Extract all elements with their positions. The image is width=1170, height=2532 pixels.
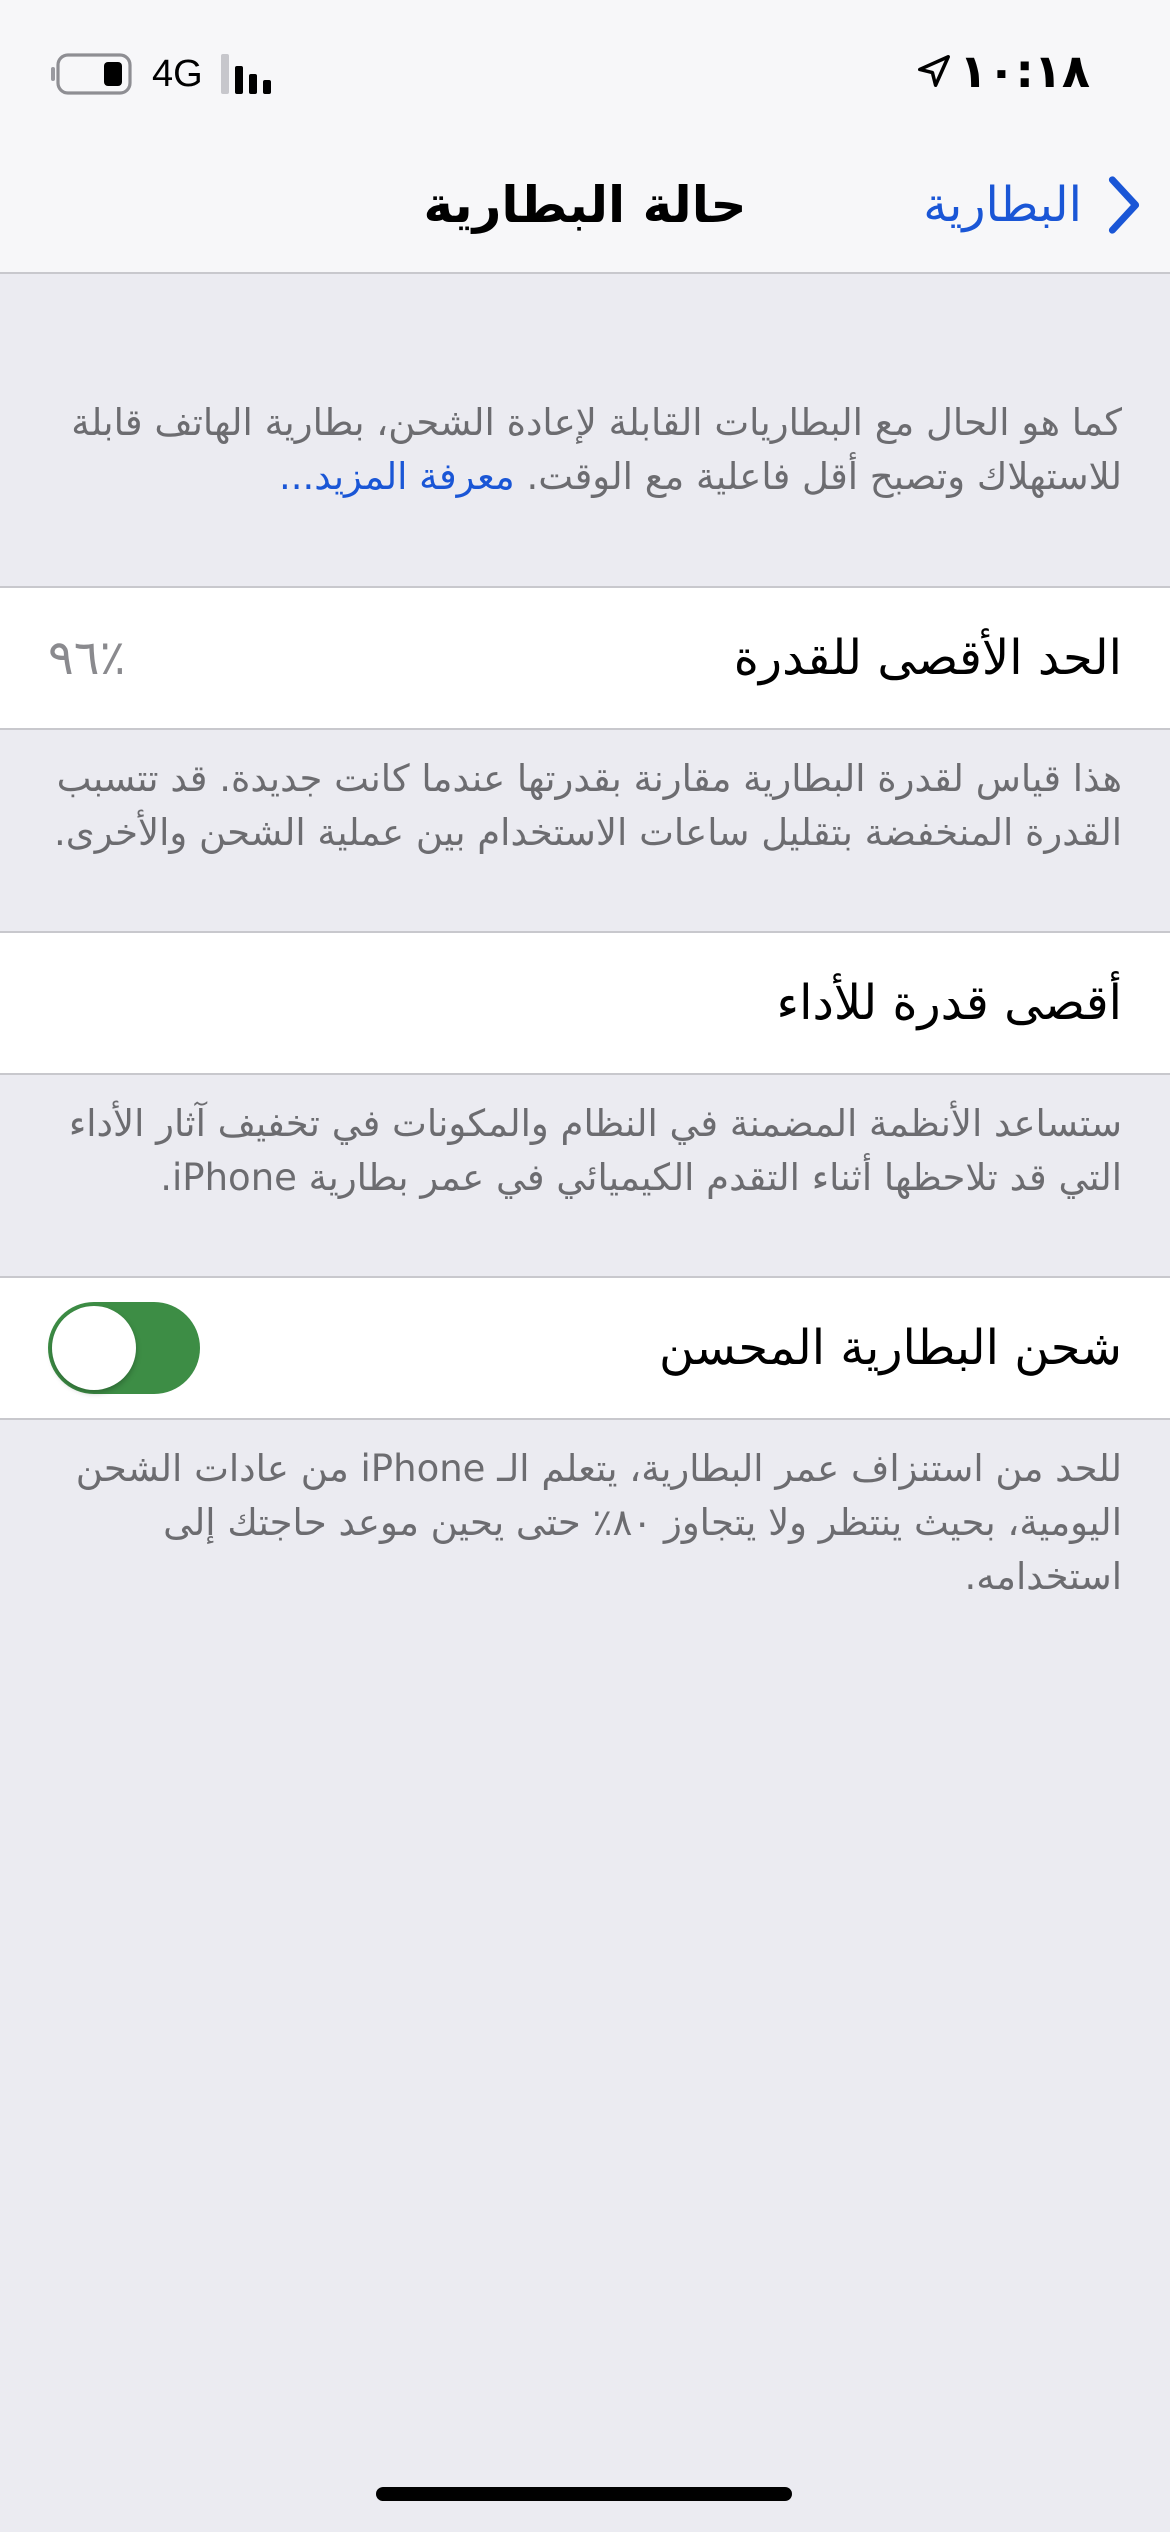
intro-text: كما هو الحال مع البطاريات القابلة لإعادة الشحن، بطارية الهاتف قابلة للاستهلاك وتصبح أقل فاعلية مع الوقت. — [71, 401, 1122, 498]
status-indicators — [50, 44, 277, 104]
battery-icon — [50, 52, 134, 96]
optimized-charging-row — [0, 1276, 1170, 1420]
status-time: ١٠:١٨ — [959, 44, 1090, 98]
learn-more-link[interactable]: معرفة المزيد... — [279, 455, 515, 498]
max-capacity-footer: هذا قياس لقدرة البطارية مقارنة بقدرتها عندما كانت جديدة. قد تتسبب القدرة المنخفضة بتقليل ساعات الاستخدام بين عملية الشحن والأخرى. — [54, 757, 1122, 854]
chevron-back-icon — [1104, 174, 1144, 236]
optimized-charging-footer: للحد من استنزاف عمر البطارية، يتعلم الـ iPhone من عادات الشحن اليومية، بحيث ينتظر ولا يتجاوز ٨٠٪ حتى يحين موعد حاجتك إلى استخدامه. — [75, 1447, 1122, 1598]
home-indicator[interactable] — [376, 2487, 792, 2501]
status-time-group — [915, 36, 1090, 106]
peak-performance-label: أقصى قدرة للأداء — [776, 975, 1122, 1031]
back-button-label: البطارية — [923, 177, 1082, 233]
location-arrow-icon — [915, 52, 953, 90]
max-capacity-label: الحد الأقصى للقدرة — [733, 630, 1122, 686]
page-title: حالة البطارية — [423, 176, 747, 234]
max-capacity-row — [0, 586, 1170, 730]
peak-performance-footer: ستساعد الأنظمة المضمنة في النظام والمكونات في تخفيف آثار الأداء التي قد تلاحظها أثناء التقدم الكيميائي في عمر بطارية iPhone. — [68, 1102, 1122, 1199]
peak-performance-row — [0, 931, 1170, 1075]
navigation-bar — [0, 140, 1170, 274]
optimized-charging-label: شحن البطارية المحسن — [658, 1320, 1122, 1376]
optimized-charging-toggle[interactable] — [48, 1302, 200, 1394]
battery-health-intro — [50, 396, 1122, 504]
toggle-knob — [52, 1306, 136, 1390]
network-type-label: 4G — [152, 52, 203, 95]
max-capacity-value: ٪٩٦ — [48, 630, 126, 686]
status-bar — [0, 0, 1170, 140]
back-button[interactable] — [923, 170, 1144, 240]
cellular-signal-icon — [221, 54, 277, 94]
